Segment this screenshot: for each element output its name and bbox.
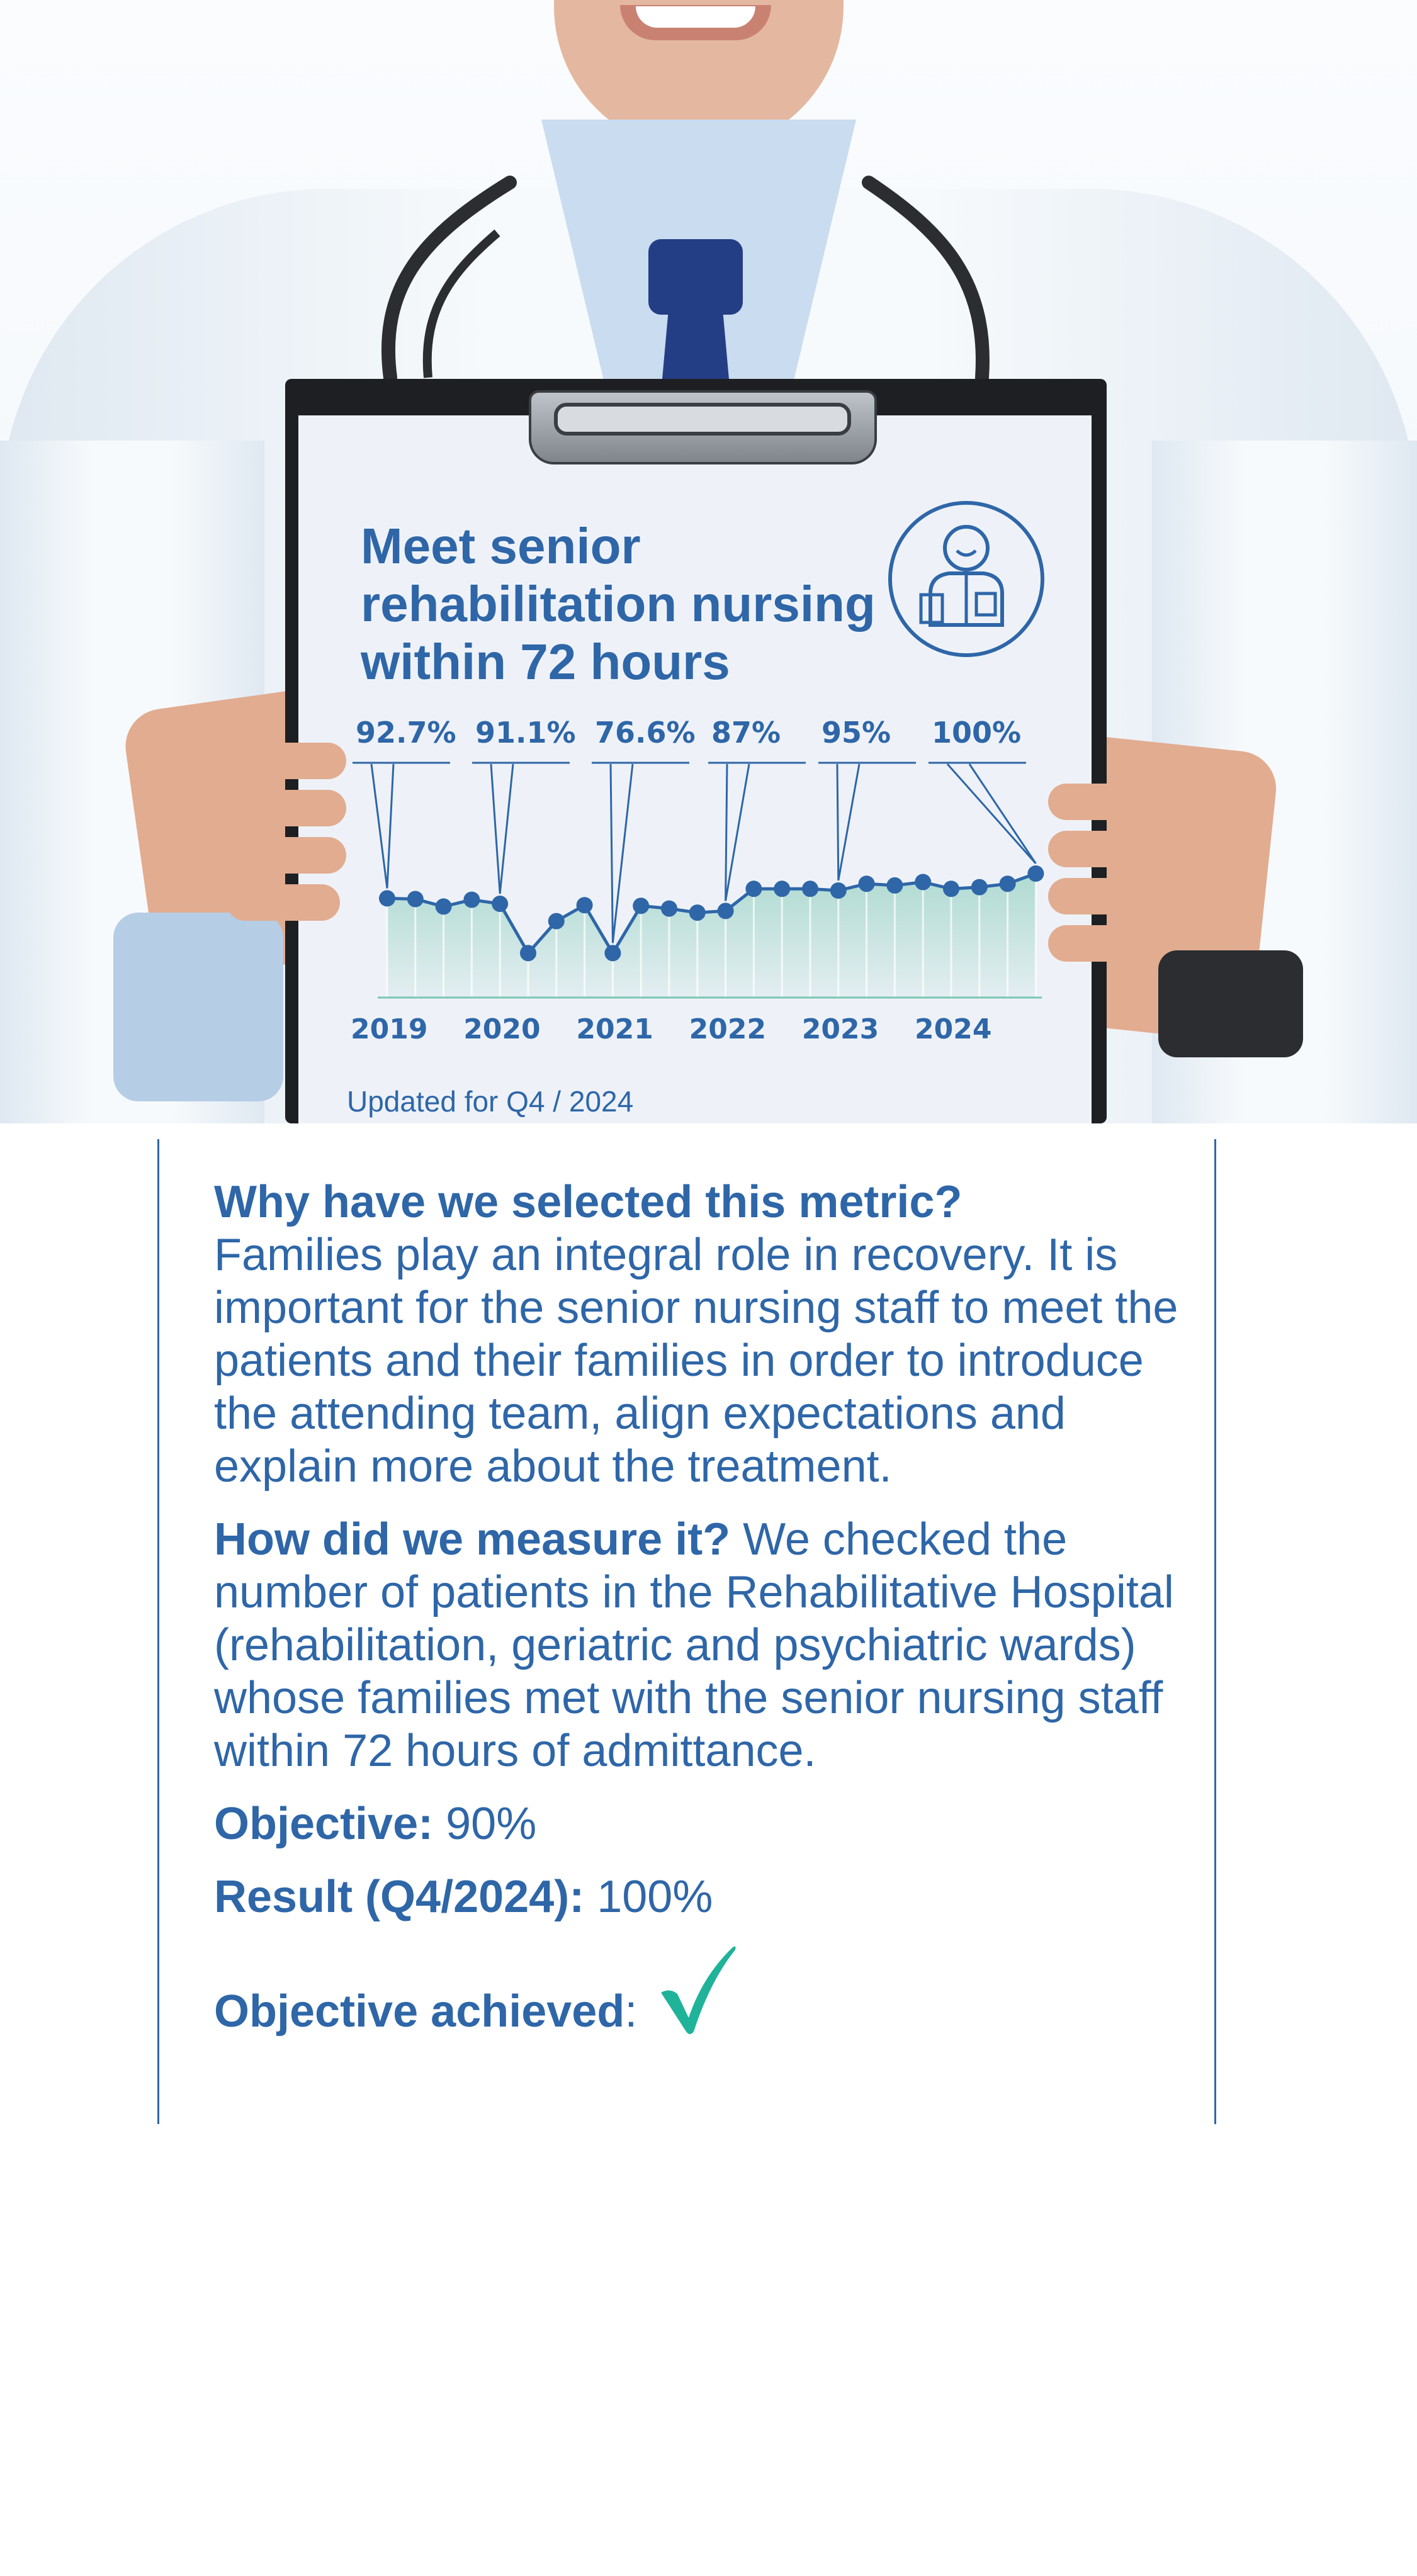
x-tick-label: 2024	[915, 1013, 992, 1045]
area-fill	[387, 874, 1036, 998]
panel-content	[214, 1176, 1196, 2058]
callout-pointer	[726, 764, 749, 901]
data-point	[492, 896, 508, 912]
data-point	[548, 913, 565, 930]
how-section	[214, 1513, 1196, 1777]
data-point	[1000, 875, 1016, 892]
achieved-row	[214, 1943, 1196, 2038]
stethoscope-icon	[353, 157, 1020, 409]
why-question: Why have we selected this metric?	[214, 1177, 963, 1227]
how-answer: We checked the number of patients in the Rehabilitative Hospital (rehabilitation, geriatric and psychiatric wards) whose families met with the senior nursing staff within 72 hours of admittance.	[214, 1514, 1174, 1776]
why-section	[214, 1176, 1196, 1493]
data-point	[520, 945, 536, 961]
data-point	[802, 880, 818, 897]
x-tick-label: 2021	[576, 1013, 653, 1045]
data-point	[718, 903, 734, 919]
how-question: How did we measure it?	[214, 1514, 731, 1565]
line-chart	[327, 705, 1051, 1057]
result-value: 100%	[584, 1872, 713, 1922]
data-point	[379, 890, 395, 906]
achieved-colon: :	[624, 1986, 638, 2037]
data-point	[407, 891, 424, 908]
data-point	[859, 875, 875, 892]
data-point	[830, 882, 847, 899]
data-point	[915, 874, 931, 891]
callout-pointer	[947, 764, 1036, 863]
objective-label: Objective:	[214, 1799, 434, 1849]
x-tick-label: 2022	[689, 1013, 767, 1045]
callout-pointer	[611, 764, 633, 943]
x-tick-label: 2020	[463, 1013, 541, 1045]
objective-value: 90%	[433, 1799, 537, 1849]
data-point	[774, 880, 790, 897]
wristwatch	[1158, 950, 1303, 1057]
callout-label: 95%	[821, 716, 891, 750]
callout-label: 91.1%	[475, 716, 576, 750]
callout-pointer	[491, 764, 513, 894]
nurse-icon	[886, 499, 1046, 659]
callout-label: 100%	[932, 716, 1022, 750]
callout-label: 76.6%	[595, 716, 696, 750]
updated-note: Updated for Q4 / 2024	[347, 1085, 634, 1118]
callout-label: 92.7%	[356, 716, 456, 750]
data-point	[745, 880, 762, 897]
chart-title: Meet senior rehabilitation nursing within 72 hours	[361, 518, 876, 690]
callout-label: 87%	[711, 716, 781, 750]
callout-pointer	[371, 764, 393, 888]
checkmark-icon	[656, 1943, 738, 2038]
data-point	[689, 904, 706, 921]
callout-pointer	[837, 764, 859, 880]
data-point	[661, 901, 677, 917]
data-point	[577, 897, 593, 913]
result-label: Result (Q4/2024):	[214, 1872, 585, 1922]
x-tick-label: 2019	[351, 1013, 428, 1045]
x-tick-label: 2023	[801, 1013, 879, 1045]
achieved-label: Objective achieved	[214, 1986, 625, 2037]
data-point	[943, 880, 959, 897]
data-point	[633, 897, 649, 914]
clipboard-clip-ring	[554, 403, 851, 436]
data-point	[886, 877, 903, 894]
objective-row	[214, 1797, 1196, 1850]
data-point	[604, 945, 621, 961]
data-point	[463, 892, 480, 908]
why-answer: Families play an integral role in recovery. It is important for the senior nursing staff to meet the patients and their families in order to introduce the attending team, align expectations and explain more about the treatment.	[214, 1230, 1178, 1492]
data-point	[971, 879, 988, 896]
data-point	[436, 898, 452, 914]
result-row	[214, 1870, 1196, 1923]
data-point	[1027, 865, 1044, 882]
